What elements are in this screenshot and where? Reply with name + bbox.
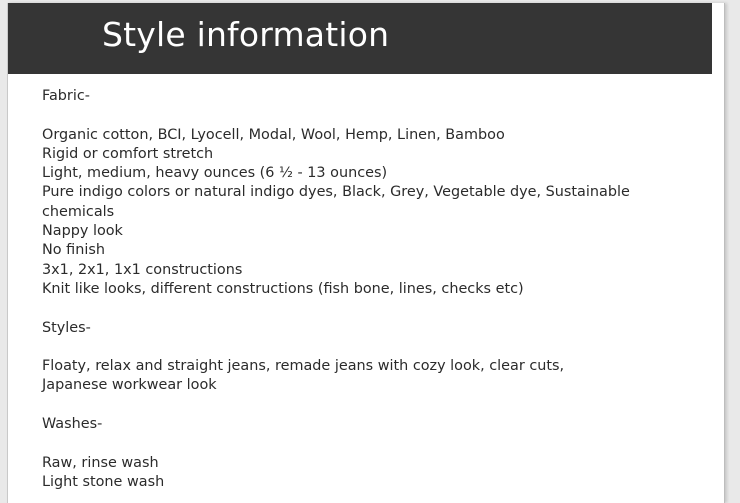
document-body (42, 87, 702, 492)
document-page (7, 3, 725, 503)
fabric-item: Light, medium, heavy ounces (6 ½ - 13 ounces) (42, 165, 388, 182)
section-heading-fabric: Fabric- (42, 88, 90, 104)
spacer (42, 106, 702, 125)
page-title: Style information (102, 15, 390, 54)
title-banner (8, 3, 712, 74)
spacer (42, 434, 702, 453)
fabric-item: 3x1, 2x1, 1x1 constructions (42, 261, 243, 278)
section-heading-styles: Styles- (42, 319, 91, 336)
fabric-item: Knit like looks, different constructions (fish bone, lines, checks etc) (42, 280, 524, 297)
spacer (42, 396, 702, 415)
spacer (42, 299, 702, 318)
fabric-item: No finish (42, 242, 105, 259)
section-heading-washes: Washes- (42, 416, 103, 433)
styles-item: Japanese workwear look (42, 377, 217, 394)
fabric-item: Pure indigo colors or natural indigo dyes, Black, Grey, Vegetable dye, Sustainable (42, 184, 630, 201)
fabric-item: Organic cotton, BCI, Lyocell, Modal, Wool, Hemp, Linen, Bamboo (42, 126, 505, 143)
fabric-item: chemicals (42, 203, 115, 220)
fabric-item: Nappy look (42, 223, 123, 240)
fabric-item: Rigid or comfort stretch (42, 145, 214, 162)
spacer (42, 338, 702, 357)
washes-item: Raw, rinse wash (42, 454, 159, 471)
styles-item: Floaty, relax and straight jeans, remade jeans with cozy look, clear cuts, (42, 358, 565, 375)
washes-item: Light stone wash (42, 473, 165, 490)
